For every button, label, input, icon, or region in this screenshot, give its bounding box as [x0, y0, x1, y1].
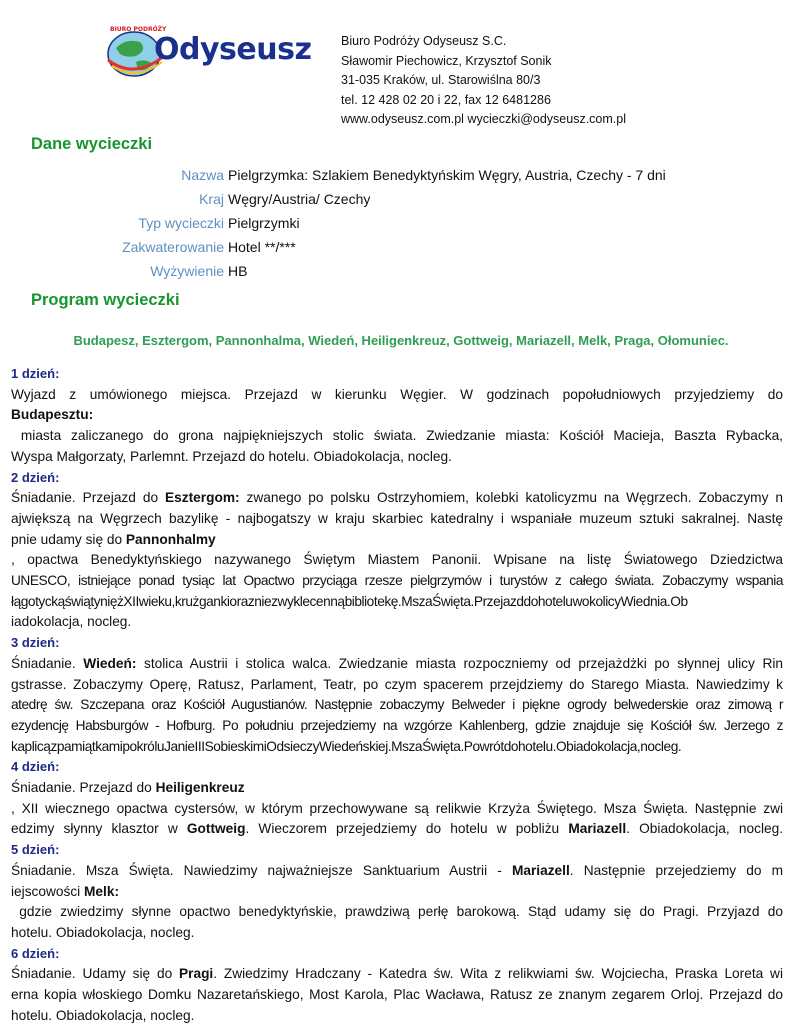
- day-text: [11, 654, 783, 675]
- info-label: Nazwa: [181, 167, 224, 183]
- place-name: Pannonhalmy: [125, 531, 216, 547]
- day-text: [11, 530, 783, 551]
- day-text: [11, 550, 783, 571]
- day-text-segment: hotelu. Obiadokolacja, nocleg.: [11, 1007, 195, 1023]
- day-text: [11, 737, 783, 758]
- day-text-segment: Śniadanie.: [11, 655, 84, 671]
- day-text: [11, 426, 783, 447]
- day-text-segment: iejscowości: [11, 883, 85, 899]
- info-row-type: [0, 212, 791, 236]
- info-row-name: [0, 164, 791, 188]
- company-info: [341, 32, 626, 130]
- day-title: 2 dzień:: [11, 469, 60, 485]
- info-label: Wyżywienie: [150, 263, 224, 279]
- trip-heading: Dane wycieczki: [31, 135, 153, 153]
- day-text: [11, 447, 783, 468]
- info-row-accommodation: [0, 236, 791, 260]
- day-text-segment: zwanego po polsku Ostrzyhomiem, kolebki katolicyzmu na Węgrzech. Zobaczymy n: [239, 490, 783, 506]
- day-text-segment: . Zwiedzimy Hradczany - Katedra św. Wita z relikwiami św. Wojciecha, Praska Loreta wi: [213, 966, 783, 982]
- place-name: Esztergom:: [165, 490, 240, 506]
- company-address: 31-035 Kraków, ul. Starowiślna 80/3: [341, 73, 541, 87]
- place-name: Wiedeń:: [83, 655, 137, 671]
- day-text: [11, 675, 783, 696]
- day-text-segment: ezydencję Habsburgów - Hofburg. Po południu przejedziemy na wzgórze Kahlenberg, gdzie znajduje się Kościół św. Jerzego z: [11, 717, 783, 733]
- day-text-segment: iadokolacja, nocleg.: [11, 614, 132, 630]
- day-text-segment: Śniadanie. Przejazd do: [11, 780, 156, 796]
- place-name: Gottweig: [186, 821, 246, 837]
- day-text: [11, 923, 783, 944]
- info-label: Typ wycieczki: [138, 215, 224, 231]
- day-text-segment: gdzie zwiedzimy słynne opactwo benedyktyńskie, prawdziwą perłę barokową. Stąd udamy się do Pragi. Przyjazd do: [11, 904, 783, 920]
- company-phone: tel. 12 428 02 20 i 22, fax 12 6481286: [341, 92, 551, 107]
- day-title: 5 dzień:: [11, 842, 60, 858]
- day-text-segment: ajwiększą na Węgrzech bazylikę - najbogatszy w kraju skarbiec katedralny i wspaniałe muzeum sztuki sakralnej. Nastę: [11, 510, 783, 526]
- info-value: Pielgrzymka: Szlakiem Benedyktyńskim Węgry, Austria, Czechy - 7 dni: [228, 167, 666, 183]
- program-days: [11, 364, 783, 1027]
- day-text-segment: UNESCO, istniejące ponad tysiąc lat Opactwo przyciąga rzesze pielgrzymów i turystów z całego świata. Zobaczymy wspania: [11, 573, 783, 589]
- info-row-country: [0, 188, 791, 212]
- day-text-segment: pnie udamy się do: [11, 531, 126, 547]
- day-text-segment: , opactwa Benedyktyńskiego nazywanego Świętym Miastem Panonii. Wpisane na listę Światowego Dziedzictwa: [11, 552, 783, 568]
- info-value: Węgry/Austria/ Czechy: [228, 191, 371, 207]
- day-text-segment: . Obiadokolacja, nocleg.: [626, 821, 784, 837]
- day-title: 1 dzień:: [11, 366, 60, 381]
- day-text-segment: Śniadanie. Przejazd do: [11, 490, 166, 506]
- day-text: [11, 861, 783, 882]
- place-name: Melk:: [84, 883, 120, 899]
- day-text: [11, 964, 783, 985]
- info-value: Pielgrzymki: [228, 215, 300, 231]
- logo-text: Odyseusz: [154, 32, 312, 67]
- day-text-segment: hotelu. Obiadokolacja, nocleg.: [11, 924, 195, 940]
- day-text-segment: . Wieczorem przejedziemy do hotelu w pobliżu: [245, 821, 569, 837]
- place-name: Heiligenkreuz: [155, 780, 245, 796]
- day-text-segment: erna kopia włoskiego Domku Nazaretańskiego, Most Karola, Plac Wacława, Ratusz ze znanym zegarem Orloj. Przejazd do: [11, 987, 783, 1003]
- company-name: Biuro Podróży Odyseusz S.C.: [341, 34, 507, 48]
- day-text: [11, 509, 783, 530]
- place-name: Pragi: [179, 966, 214, 982]
- place-name: Mariazell: [568, 821, 627, 837]
- day-text: [11, 385, 783, 406]
- day-text: [11, 488, 783, 509]
- day-text-segment: edzimy słynny klasztor w: [11, 821, 187, 837]
- day-text-segment: , XII wiecznego opactwa cystersów, w którym przechowywane są relikwie Krzyża Świętego. Msza Święta. Następnie zwi: [11, 800, 783, 816]
- day-text-segment: Wyjazd z umówionego miejsca. Przejazd w kierunku Węgier. W godzinach popołudniowych przyjedziemy do: [11, 386, 783, 402]
- info-label: Kraj: [199, 191, 224, 207]
- day-text: [11, 612, 783, 633]
- route-summary: Budapesz, Esztergom, Pannonhalma, Wiedeń, Heiligenkreuz, Gottweig, Mariazell, Melk, Praga, Ołomuniec.: [73, 333, 729, 348]
- day-text-segment: Śniadanie. Msza Święta. Nawiedzimy najważniejsze Sanktuarium Austrii -: [11, 862, 512, 878]
- info-value: Hotel **/***: [228, 239, 296, 255]
- day-text: [11, 799, 783, 820]
- day-text-segment: Śniadanie. Udamy się do: [11, 966, 179, 982]
- day-text-segment: miasta zaliczanego do grona najpiękniejszych stolic świata. Zwiedzanie miasta: Kościół Macieja, Baszta Rybacka,: [11, 428, 783, 444]
- company-web[interactable]: www.odyseusz.com.pl wycieczki@odyseusz.com.pl: [341, 112, 627, 126]
- day-text-segment: stolica Austrii i stolica walca. Zwiedzanie miasta rozpoczniemy od przejażdżki po słynnej ulicy Rin: [136, 655, 783, 671]
- day-title: 6 dzień:: [11, 945, 60, 961]
- day-text: [11, 819, 783, 840]
- day-text-segment: atedrę św. Szczepana oraz Kościół Augustianów. Następnie zobaczymy Belweder i piękne ogrody belwederskie oraz zimową r: [11, 697, 783, 713]
- place-name: Mariazell: [511, 862, 570, 878]
- day-text-segment: Wyspa Małgorzaty, Parlemnt. Przejazd do hotelu. Obiadokolacja, nocleg.: [11, 448, 452, 464]
- day-text-segment: łągotyckąświątyniężXIIwieku,krużgankiorazniezwyklecennąbibliotekę.MszaŚwięta.PrzejazddohoteluwokolicyWiednia.Ob: [11, 593, 688, 609]
- company-logo: [106, 26, 312, 80]
- company-owners: Sławomir Piechowicz, Krzysztof Sonik: [341, 53, 552, 68]
- trip-info-table: [0, 164, 791, 284]
- day-text: [11, 778, 783, 799]
- day-text: [11, 716, 783, 737]
- day-text: [11, 592, 783, 613]
- program-heading: Program wycieczki: [31, 291, 180, 309]
- day-text: [11, 902, 783, 923]
- day-text-segment: . Następnie przejedziemy do m: [569, 862, 783, 878]
- logo-arc-text: BIURO PODRÓŻY: [110, 26, 167, 33]
- day-text: [11, 985, 783, 1006]
- place-name: Budapesztu:: [11, 407, 94, 423]
- info-label: Zakwaterowanie: [122, 239, 224, 255]
- info-row-board: [0, 260, 791, 284]
- day-text: [11, 1006, 783, 1027]
- day-text-segment: kaplicązpamiątkamipokróluJanieIIISobieskimiOdsieczyWiedeńskiej.MszaŚwięta.Powrótdohotelu.Obiadokolacja,nocleg.: [11, 738, 682, 754]
- day-text: [11, 571, 783, 592]
- info-value: HB: [228, 263, 248, 279]
- day-title: 3 dzień:: [11, 635, 60, 651]
- day-text-segment: gstrasse. Zobaczymy Operę, Ratusz, Parlament, Teatr, po czym spacerem przejdziemy do Starego Miasta. Nawiedzimy k: [11, 676, 783, 692]
- day-title: 4 dzień:: [11, 759, 60, 775]
- day-text: [11, 405, 783, 426]
- day-text: [11, 882, 783, 903]
- day-text: [11, 695, 783, 716]
